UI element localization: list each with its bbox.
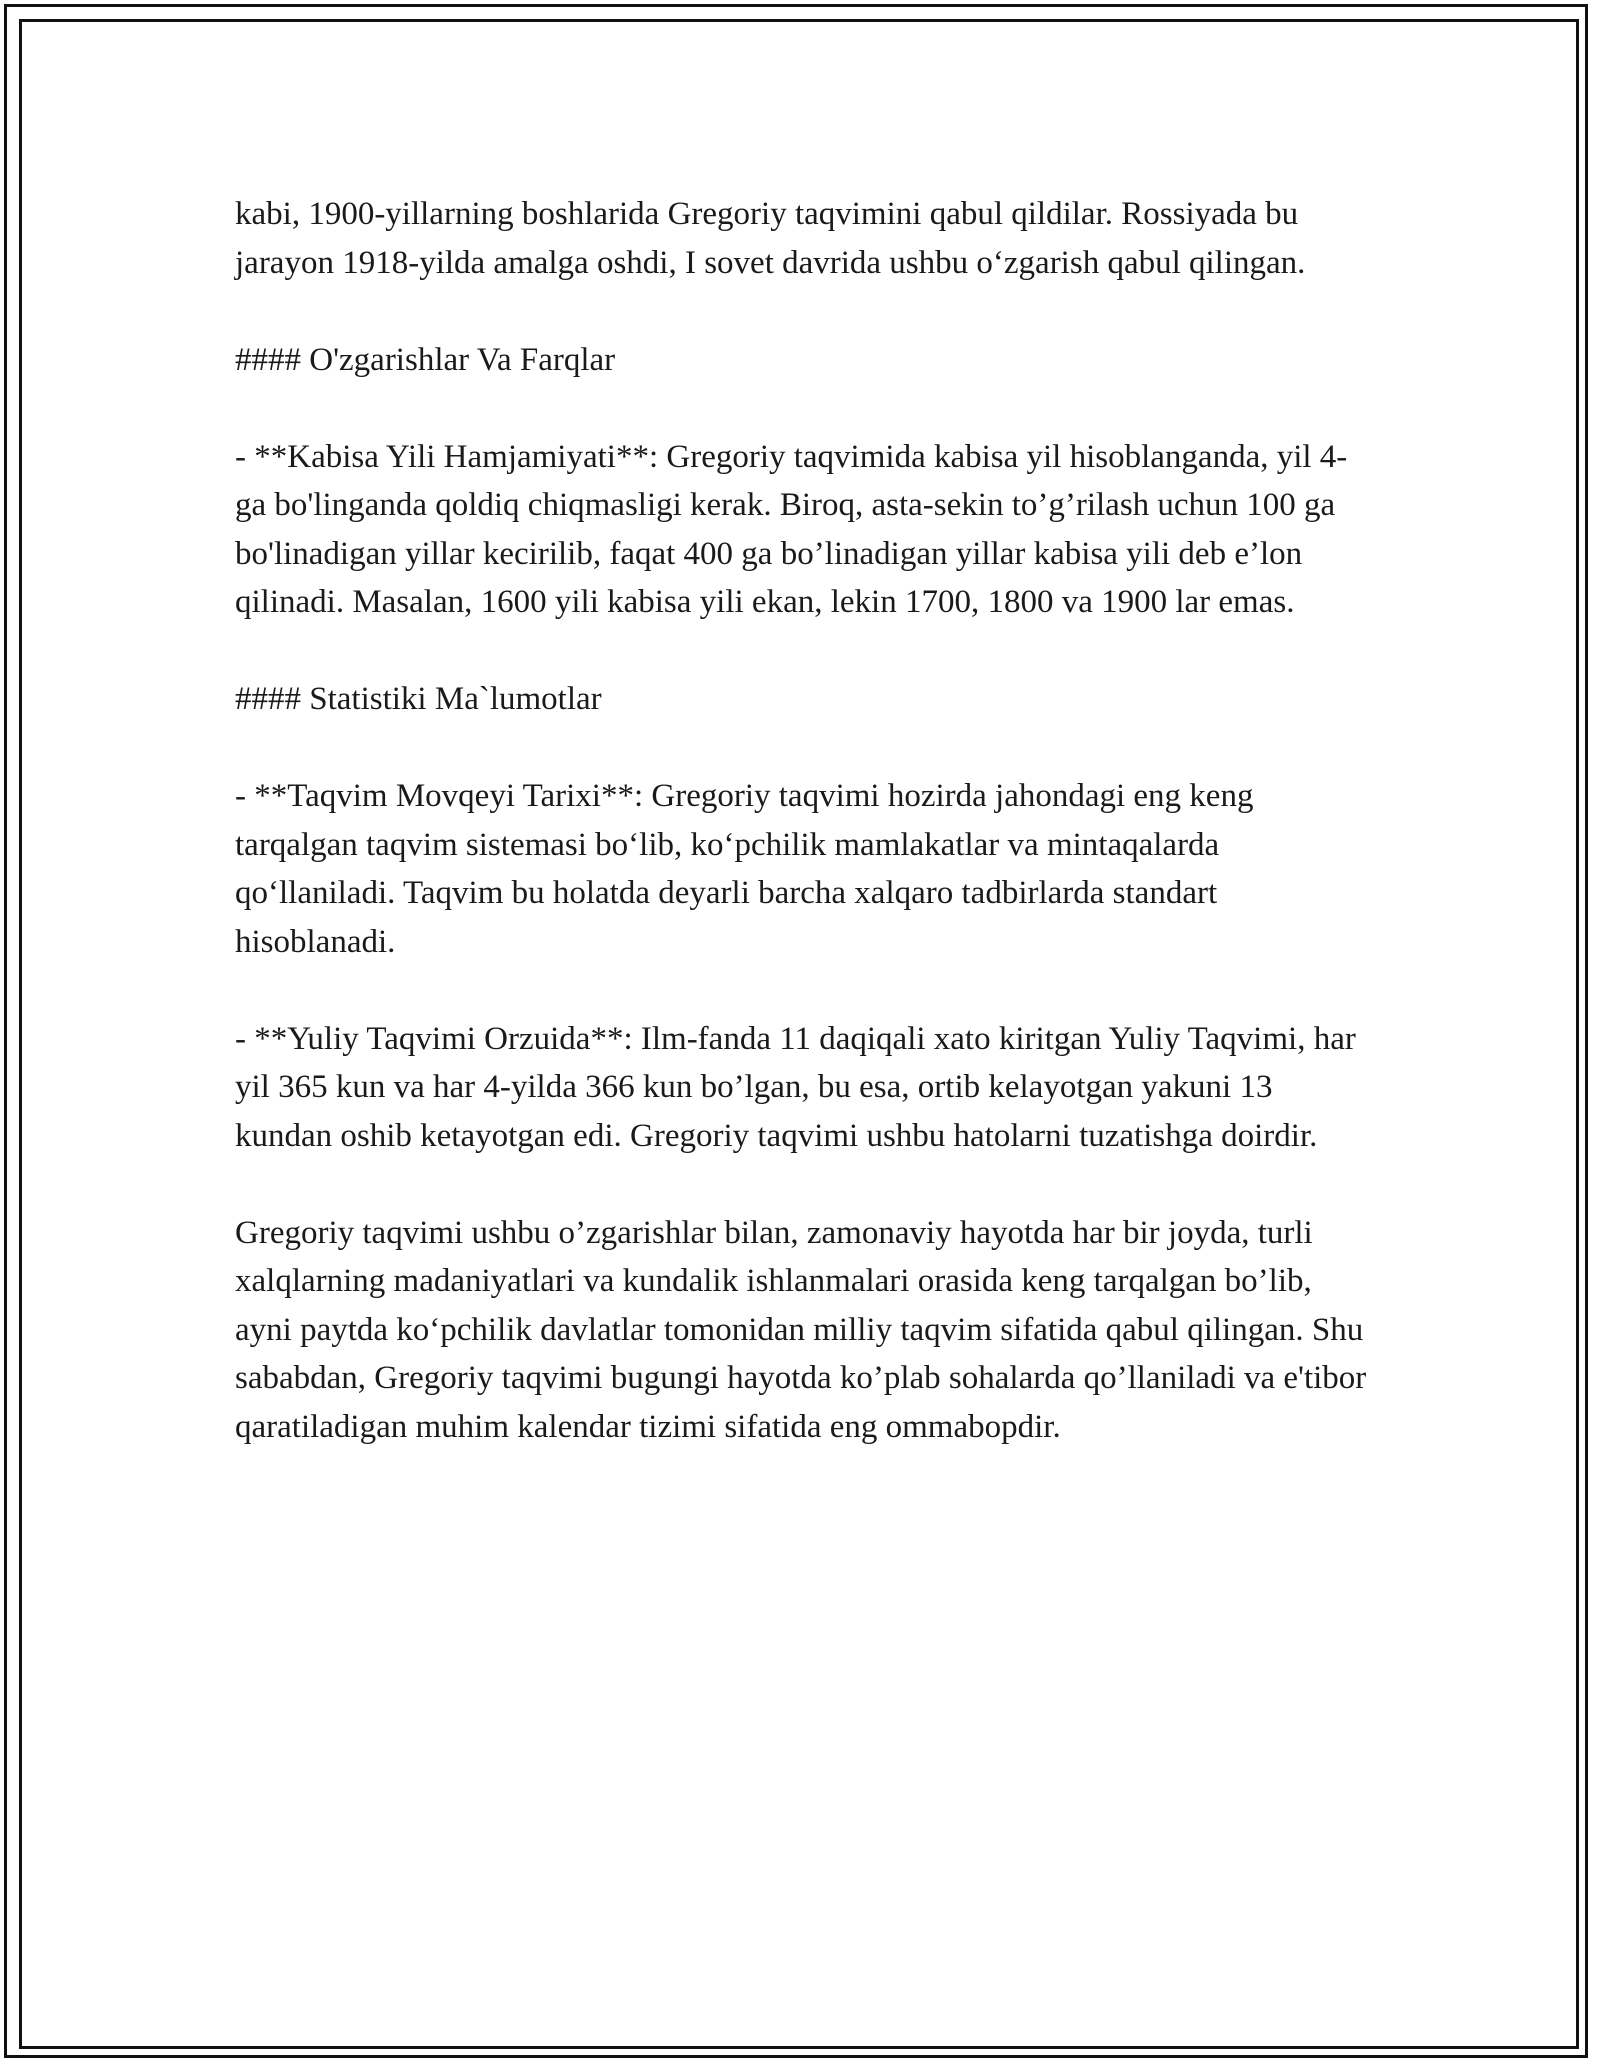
- document-body: [235, 190, 1370, 1500]
- paragraph-conclusion: Gregoriy taqvimi ushbu o’zgarishlar bilan, zamonaviy hayotda har bir joyda, turli xalqlarning madaniyatlari va kundalik ishlanmalari orasida keng tarqalgan bo’lib, ayni paytda ko‘pchilik davlatlar tomonidan milliy taqvim sifatida qabul qilingan. Shu sababdan, Gregoriy taqvimi bugungi hayotda ko’plab sohalarda qo’llaniladi va e'tibor qaratiladigan muhim kalendar tizimi sifatida eng ommabopdir.: [235, 1214, 1367, 1445]
- list-item-taqvim-movqeyi: - **Taqvim Movqeyi Tarixi**: Gregoriy taqvimi hozirda jahondagi eng keng tarqalgan taqvim sistemasi bo‘lib, ko‘pchilik mamlakatlar va mintaqalarda qo‘llaniladi. Taqvim bu holatda deyarli barcha xalqaro tadbirlarda standart hisoblanadi.: [235, 778, 1254, 960]
- list-item-kabisa: - **Kabisa Yili Hamjamiyati**: Gregoriy taqvimida kabisa yil hisoblanganda, yil 4-ga bo'linganda qoldiq chiqmasligi kerak. Biroq, asta-sekin to’g’rilash uchun 100 ga bo'linadigan yillar kecirilib, faqat 400 ga bo’linadigan yillar kabisa yili deb e’lon qilinadi. Masalan, 1600 yili kabisa yili ekan, lekin 1700, 1800 va 1900 lar emas.: [235, 438, 1348, 620]
- paragraph-intro: kabi, 1900-yillarning boshlarida Gregoriy taqvimini qabul qildilar. Rossiyada bu jarayon 1918-yilda amalga oshdi, I sovet davrida ushbu o‘zgarish qabul qilingan.: [235, 196, 1306, 281]
- list-item-yuliy-taqvimi: - **Yuliy Taqvimi Orzuida**: Ilm-fanda 11 daqiqali xato kiritgan Yuliy Taqvimi, har yil 365 kun va har 4-yilda 366 kun bo’lgan, bu esa, ortib kelayotgan yakuni 13 kundan oshib ketayotgan edi. Gregoriy taqvimi ushbu hatolarni tuzatishga doirdir.: [235, 1020, 1356, 1154]
- section-heading-ozgarishlar: #### O'zgarishlar Va Farqlar: [235, 341, 616, 378]
- section-heading-statistiki: #### Statistiki Ma`lumotlar: [235, 681, 602, 717]
